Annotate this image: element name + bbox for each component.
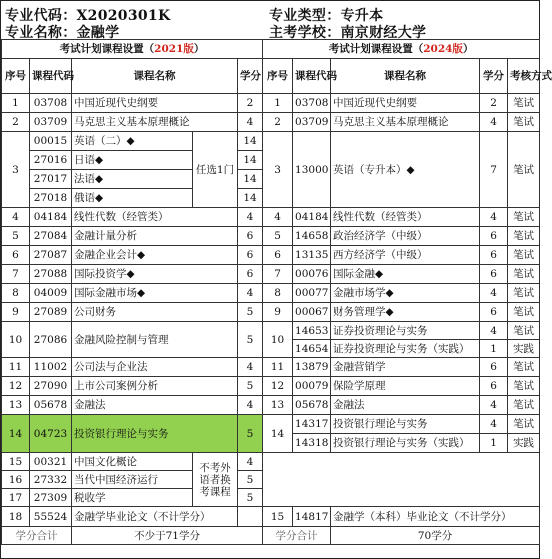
table-row — [2, 94, 540, 113]
left-no: 10 — [2, 322, 30, 358]
left-code: 27088 — [30, 265, 72, 284]
table-row — [2, 453, 540, 471]
left-credit: 4 — [238, 113, 263, 132]
left-total-value: 不少于71学分 — [72, 527, 263, 545]
right-course: 中国近现代史纲要 — [331, 94, 480, 113]
left-no: 6 — [2, 246, 30, 265]
right-total-value: 70学分 — [331, 527, 540, 545]
right-course: 金融市场学◆ — [331, 284, 480, 303]
left-credit: 5 — [238, 377, 263, 396]
left-credit: 4 — [238, 208, 263, 227]
right-course: 投资银行理论与实务 — [331, 415, 480, 434]
right-code: 13879 — [293, 358, 331, 377]
table-row — [2, 303, 540, 322]
left-credit: 6 — [238, 246, 263, 265]
right-code: 13135 — [293, 246, 331, 265]
right-method: 笔试 — [508, 265, 540, 284]
right-method: 笔试 — [508, 113, 540, 132]
table-row — [2, 396, 540, 415]
school-value: 南京财经大学 — [340, 25, 427, 41]
table-row — [2, 284, 540, 303]
right-no: 11 — [263, 358, 293, 377]
left-course: 金融计量分析 — [72, 227, 238, 246]
left-col-credit: 学分 — [238, 59, 263, 94]
right-credit: 6 — [480, 265, 508, 284]
left-col-code: 课程代码 — [30, 59, 72, 94]
right-code: 14658 — [293, 227, 331, 246]
right-credit: 4 — [480, 415, 508, 434]
major-code-value: X2020301K — [76, 8, 171, 24]
left-title-version: 2021版 — [154, 43, 194, 55]
right-method: 笔试 — [508, 322, 540, 340]
right-title: 考试计划课程设置（2024版） — [263, 40, 540, 59]
left-col-name: 课程名称 — [72, 59, 238, 94]
left-course: 上市公司案例分析 — [72, 377, 238, 396]
left-total-label: 学分合计 — [2, 527, 72, 545]
left-code: 27087 — [30, 246, 72, 265]
left-course: 中国文化概论 — [72, 453, 193, 471]
left-course: 俄语◆ — [72, 189, 193, 208]
right-credit: 6 — [480, 246, 508, 265]
right-code: 14817 — [293, 507, 331, 527]
right-code: 04184 — [293, 208, 331, 227]
right-col-code: 课程代码 — [293, 59, 331, 94]
left-credit: 4 — [238, 453, 263, 471]
left-credit: 14 — [238, 151, 263, 170]
left-no: 7 — [2, 265, 30, 284]
left-course: 税收学 — [72, 489, 193, 507]
right-course: 保险学原理 — [331, 377, 480, 396]
right-method: 笔试 — [508, 396, 540, 415]
left-no: 17 — [2, 489, 30, 507]
left-credit: 4 — [238, 284, 263, 303]
left-no: 13 — [2, 396, 30, 415]
right-code: 00077 — [293, 284, 331, 303]
right-method: 笔试 — [508, 284, 540, 303]
school-label: 主考学校： — [269, 25, 341, 41]
right-credit: 4 — [480, 284, 508, 303]
major-name-label: 专业名称： — [5, 25, 77, 41]
right-code: 00079 — [293, 377, 331, 396]
right-code: 00067 — [293, 303, 331, 322]
right-course: 投资银行理论与实务（实践） — [331, 434, 480, 453]
major-type-value: 专升本 — [340, 8, 384, 24]
right-credit: 4 — [480, 396, 508, 415]
right-course: 财务管理学◆ — [331, 303, 480, 322]
left-no: 8 — [2, 284, 30, 303]
major-type-label: 专业类型： — [269, 8, 341, 24]
left-course: 公司法与企业法 — [72, 358, 238, 377]
right-course: 线性代数（经管类） — [331, 208, 480, 227]
right-method: 实践 — [508, 434, 540, 453]
left-no: 16 — [2, 471, 30, 489]
left-code-highlighted: 04723 — [30, 415, 72, 453]
table-row — [2, 358, 540, 377]
table-row — [2, 265, 540, 284]
right-col-credit: 学分 — [480, 59, 508, 94]
left-code: 27018 — [30, 189, 72, 208]
left-code: 27084 — [30, 227, 72, 246]
right-method: 笔试 — [508, 227, 540, 246]
right-course: 政治经济学（中级） — [331, 227, 480, 246]
table-row — [2, 227, 540, 246]
right-method: 笔试 — [508, 415, 540, 434]
left-code: 04009 — [30, 284, 72, 303]
left-code: 55524 — [30, 507, 72, 527]
left-no: 11 — [2, 358, 30, 377]
left-credit-highlighted: 5 — [238, 415, 263, 453]
right-course: 证券投资理论与实务 — [331, 322, 480, 340]
left-no: 5 — [2, 227, 30, 246]
right-code: 00076 — [293, 265, 331, 284]
right-method: 笔试 — [508, 377, 540, 396]
table-row — [2, 507, 540, 527]
right-title-version: 2024版 — [423, 43, 463, 55]
left-no: 3 — [2, 132, 30, 208]
left-code: 00015 — [30, 132, 72, 151]
right-course: 西方经济学（中级） — [331, 246, 480, 265]
title-row — [2, 40, 540, 59]
left-code: 03708 — [30, 94, 72, 113]
right-course: 国际金融◆ — [331, 265, 480, 284]
left-no: 9 — [2, 303, 30, 322]
right-no: 10 — [263, 322, 293, 358]
right-code: 13000 — [293, 132, 331, 208]
left-code: 27017 — [30, 170, 72, 189]
left-course: 线性代数（经管类） — [72, 208, 238, 227]
left-course: 英语（二）◆ — [72, 132, 193, 151]
right-no: 12 — [263, 377, 293, 396]
right-credit: 6 — [480, 227, 508, 246]
right-course: 英语（专升本）◆ — [331, 132, 480, 208]
right-no: 6 — [263, 246, 293, 265]
left-course: 中国近现代史纲要 — [72, 94, 238, 113]
right-credit: 1 — [480, 434, 508, 453]
right-col-name: 课程名称 — [331, 59, 480, 94]
right-method: 笔试 — [508, 132, 540, 208]
elective-note: 任选1门 — [193, 132, 238, 208]
left-credit: 14 — [238, 189, 263, 208]
right-course: 证券投资理论与实务（实践） — [331, 340, 480, 358]
right-code: 05678 — [293, 396, 331, 415]
right-credit: 1 — [480, 340, 508, 358]
left-no: 15 — [2, 453, 30, 471]
left-credit: 5 — [238, 303, 263, 322]
left-credit: 14 — [238, 132, 263, 151]
left-course: 日语◆ — [72, 151, 193, 170]
major-name-value: 金融学 — [76, 25, 120, 41]
alt-course-note: 不考外语者换考课程 — [193, 453, 238, 507]
right-no: 9 — [263, 303, 293, 322]
right-no: 3 — [263, 132, 293, 208]
right-method: 笔试 — [508, 208, 540, 227]
left-credit: 5 — [238, 471, 263, 489]
right-no: 14 — [263, 415, 293, 453]
right-total-label: 学分合计 — [263, 527, 331, 545]
left-no: 1 — [2, 94, 30, 113]
right-no: 1 — [263, 94, 293, 113]
right-credit: 4 — [480, 322, 508, 340]
right-credit: 4 — [480, 113, 508, 132]
right-code: 14317 — [293, 415, 331, 434]
right-code: 14318 — [293, 434, 331, 453]
table-row — [2, 246, 540, 265]
left-no: 4 — [2, 208, 30, 227]
left-credit: 4 — [238, 396, 263, 415]
table-row — [2, 113, 540, 132]
left-course: 金融风险控制与管理 — [72, 322, 238, 358]
right-credit: 4 — [480, 208, 508, 227]
right-method: 笔试 — [508, 246, 540, 265]
left-credit: 5 — [238, 322, 263, 358]
left-code: 04184 — [30, 208, 72, 227]
left-credit — [238, 507, 263, 527]
left-col-no: 序号 — [2, 59, 30, 94]
right-empty-area — [263, 453, 540, 507]
left-course: 公司财务 — [72, 303, 238, 322]
left-credit: 2 — [238, 94, 263, 113]
right-no: 7 — [263, 265, 293, 284]
right-no: 8 — [263, 284, 293, 303]
right-course: 金融法 — [331, 396, 480, 415]
left-title: 考试计划课程设置（2021版） — [2, 40, 263, 59]
left-no: 2 — [2, 113, 30, 132]
right-no: 2 — [263, 113, 293, 132]
left-code: 11002 — [30, 358, 72, 377]
left-code: 27086 — [30, 322, 72, 358]
right-method: 实践 — [508, 340, 540, 358]
left-no: 18 — [2, 507, 30, 527]
table-row — [2, 415, 540, 434]
right-credit: 7 — [480, 132, 508, 208]
right-col-method: 考核方式 — [508, 59, 540, 94]
right-credit: 6 — [480, 358, 508, 377]
right-method: 笔试 — [508, 303, 540, 322]
right-method: 笔试 — [508, 358, 540, 377]
right-no: 4 — [263, 208, 293, 227]
table-row — [2, 132, 540, 151]
left-course: 法语◆ — [72, 170, 193, 189]
major-code-label: 专业代码： — [5, 8, 77, 24]
table-row — [2, 322, 540, 340]
left-code: 00321 — [30, 453, 72, 471]
right-code: 14654 — [293, 340, 331, 358]
left-course-highlighted: 投资银行理论与实务 — [72, 415, 238, 453]
left-course: 国际金融市场◆ — [72, 284, 238, 303]
right-credit: 6 — [480, 303, 508, 322]
left-code: 27309 — [30, 489, 72, 507]
right-no: 5 — [263, 227, 293, 246]
left-course: 金融学毕业论文（不计学分） — [72, 507, 238, 527]
left-code: 27016 — [30, 151, 72, 170]
table-row — [2, 377, 540, 396]
right-code: 03708 — [293, 94, 331, 113]
left-credit: 6 — [238, 265, 263, 284]
right-course: 金融学（本科）毕业论文（不计学分） — [331, 507, 540, 527]
left-course: 马克思主义基本原理概论 — [72, 113, 238, 132]
left-code: 27089 — [30, 303, 72, 322]
left-credit: 4 — [238, 358, 263, 377]
left-code: 27090 — [30, 377, 72, 396]
left-code: 27332 — [30, 471, 72, 489]
left-course: 金融法 — [72, 396, 238, 415]
right-code: 03709 — [293, 113, 331, 132]
left-code: 05678 — [30, 396, 72, 415]
left-course: 当代中国经济运行 — [72, 471, 193, 489]
right-credit: 6 — [480, 377, 508, 396]
left-credit: 5 — [238, 489, 263, 507]
right-code: 14653 — [293, 322, 331, 340]
right-course: 金融营销学 — [331, 358, 480, 377]
right-method: 笔试 — [508, 94, 540, 113]
left-credit: 14 — [238, 170, 263, 189]
left-no-highlighted: 14 — [2, 415, 30, 453]
left-credit: 6 — [238, 227, 263, 246]
right-credit: 2 — [480, 94, 508, 113]
right-col-no: 序号 — [263, 59, 293, 94]
course-plan-table — [1, 39, 552, 545]
table-row — [2, 208, 540, 227]
left-course: 国际投资学◆ — [72, 265, 238, 284]
left-code: 03709 — [30, 113, 72, 132]
right-course: 马克思主义基本原理概论 — [331, 113, 480, 132]
right-no: 13 — [263, 396, 293, 415]
left-course: 金融企业会计◆ — [72, 246, 238, 265]
right-no: 15 — [263, 507, 293, 527]
total-row — [2, 527, 540, 545]
column-header-row — [2, 59, 540, 94]
left-no: 12 — [2, 377, 30, 396]
